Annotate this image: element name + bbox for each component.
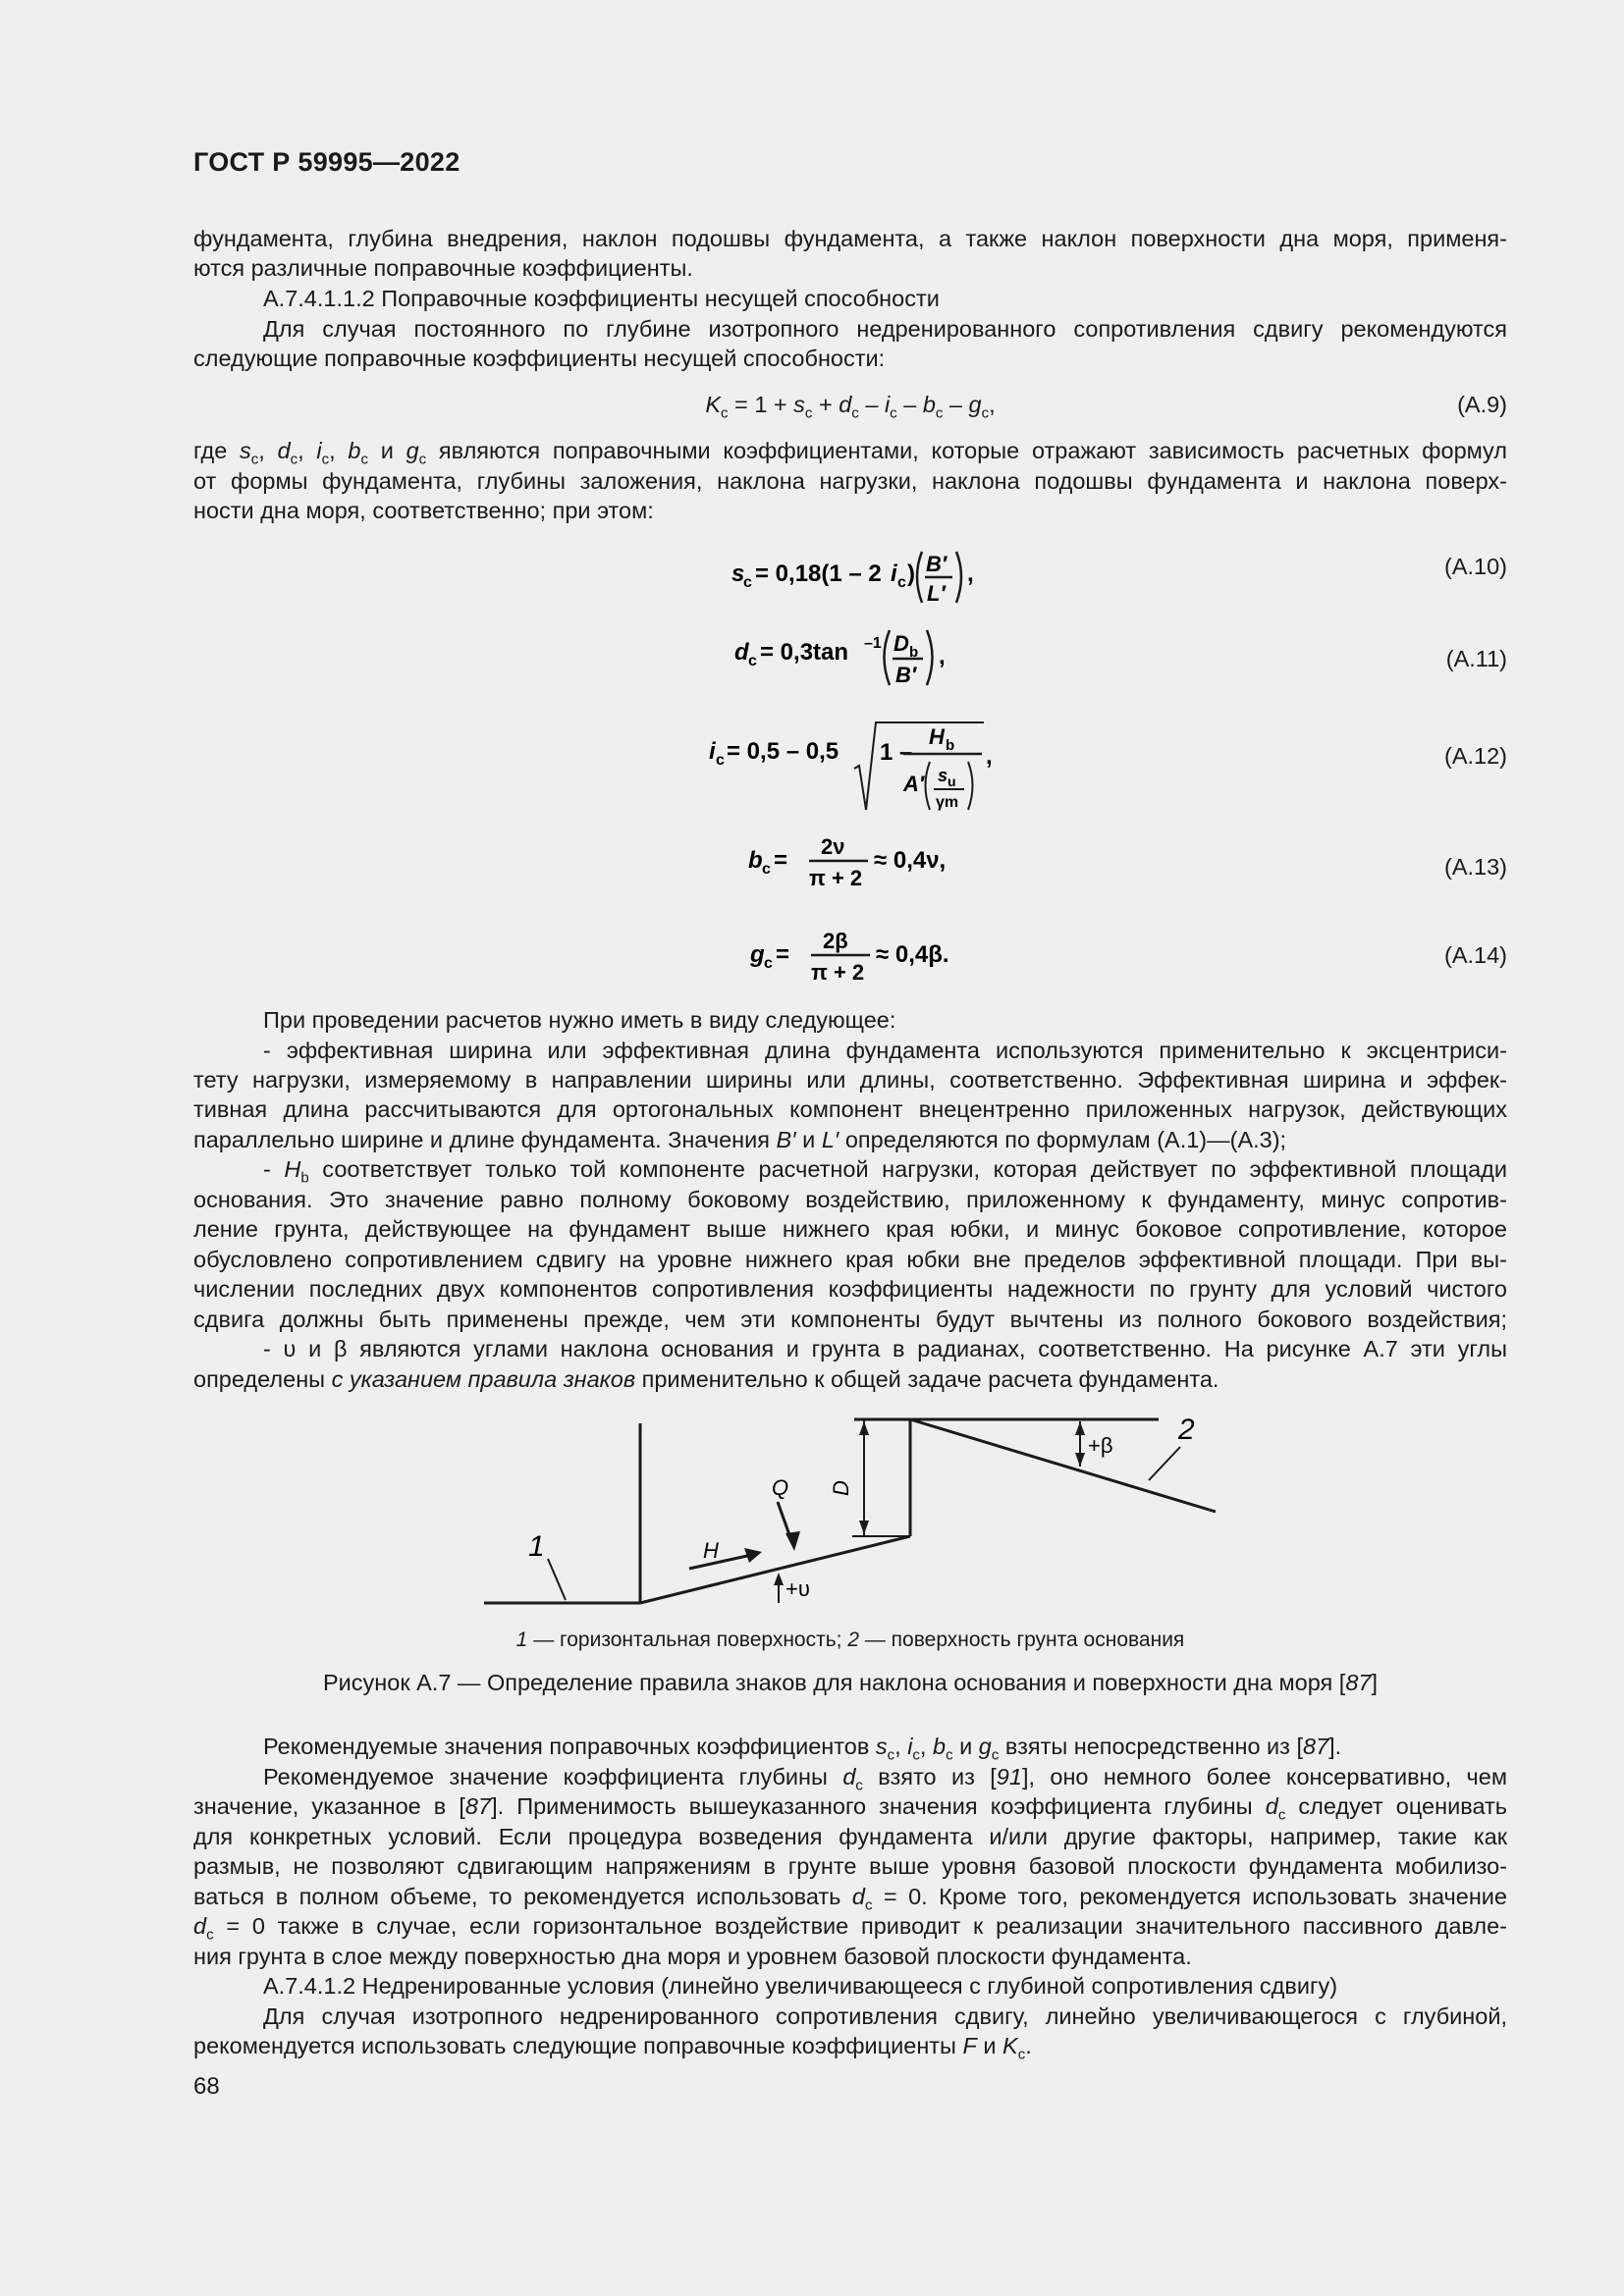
text-line: где $s_c$, $d_c$, $i_c$, $b_c$ и $g_c$ являются поправочными коэффициентами, которые отражают зависимость расчетных формул xyxy=(193,438,1508,468)
equation-number: (А.9) xyxy=(1457,392,1507,417)
svg-text:,: , xyxy=(939,643,946,669)
text-line: - υ и β являются углами наклона основания и грунта в радианах, соответственно. На рисунке А.7 эти углы xyxy=(263,1336,1507,1362)
label-plus-upsilon: +υ xyxy=(785,1576,810,1601)
text-line: Для случая постоянного по глубине изотропного недренированного сопротивления сдвигу рекомендуются xyxy=(263,316,1507,342)
text-line: При проведении расчетов нужно иметь в виду следующее: xyxy=(263,1007,896,1033)
svg-text:b: b xyxy=(946,737,955,754)
svg-text:B′: B′ xyxy=(895,663,917,687)
svg-text:=: = xyxy=(776,941,790,968)
svg-text:s: s xyxy=(938,766,948,785)
svg-text:–1: –1 xyxy=(864,635,882,652)
equation-number: (А.10) xyxy=(1444,554,1507,579)
text-line: ния грунта в слое между поверхностью дна моря и уровнем базовой плоскости фундамента. xyxy=(193,1944,1192,1969)
svg-text:c: c xyxy=(897,574,906,591)
svg-text:D: D xyxy=(893,631,909,656)
label-d: D xyxy=(829,1480,853,1496)
equation-number: (А.12) xyxy=(1444,743,1507,769)
svg-text:i: i xyxy=(891,561,897,587)
svg-text:2ν: 2ν xyxy=(821,834,845,859)
text-line: ности дна моря, соответственно; при этом: xyxy=(193,498,654,523)
equation-a13 xyxy=(748,830,984,900)
svg-text:≈ 0,4ν,: ≈ 0,4ν, xyxy=(874,847,947,874)
svg-text:c: c xyxy=(748,653,757,669)
svg-text:d: d xyxy=(734,639,749,666)
label-2: 2 xyxy=(1178,1414,1195,1446)
equation-a11 xyxy=(734,620,970,698)
svg-text:= 0,18(1 – 2: = 0,18(1 – 2 xyxy=(755,561,882,587)
svg-text:c: c xyxy=(762,861,771,878)
text-line: сдвига должны быть применены прежде, чем эти компоненты будут вычтены из полного бокового воздействия; xyxy=(193,1307,1507,1332)
text-line: ление грунта, действующее на фундамент выше нижнего края юбки, и минус боковое сопротивление, которое xyxy=(193,1216,1507,1242)
text-line: Рекомендуемые значения поправочных коэффициентов $s_c$, $i_c$, $b_c$ и $g_c$ взяты непосредственно из [87]. xyxy=(263,1734,1342,1764)
svg-text:γm: γm xyxy=(936,794,959,811)
svg-text:B′: B′ xyxy=(926,552,947,576)
text-line: Для случая изотропного недренированного сопротивления сдвигу, линейно увеличивающегося с глубиной, xyxy=(263,2003,1507,2029)
equation-number: (А.14) xyxy=(1444,942,1507,968)
text-line: - эффективная ширина или эффективная длина фундамента используются применительно к эксцентриси- xyxy=(263,1038,1507,1063)
svg-text:= 0,3tan: = 0,3tan xyxy=(760,639,849,666)
svg-text:≈ 0,4β.: ≈ 0,4β. xyxy=(876,941,949,968)
text-line: следующие поправочные коэффициенты несущей способности: xyxy=(193,346,886,371)
text-line: значение, указанное в [87]. Применимость вышеуказанного значения коэффициента глубины $d_c$ следует оценивать xyxy=(193,1793,1508,1824)
svg-text:,: , xyxy=(967,561,974,587)
text-line: параллельно ширине и длине фундамента. Значения B′ и L′ определяются по формулам (А.1)—(А.3); xyxy=(193,1127,1287,1152)
text-line: ваться в полном объеме, то рекомендуется использовать $d_c = 0$. Кроме того, рекомендуется использовать значение xyxy=(193,1884,1507,1914)
svg-text:1 –: 1 – xyxy=(880,739,913,766)
figure-legend: 1 — горизонтальная поверхность; 2 — поверхность грунта основания xyxy=(515,1629,1185,1651)
svg-text:b: b xyxy=(909,644,919,661)
svg-text:π + 2: π + 2 xyxy=(809,866,863,890)
page-number: 68 xyxy=(193,2073,220,2100)
text-line: ются различные поправочные коэффициенты. xyxy=(193,255,693,281)
equation-number: (А.13) xyxy=(1444,854,1507,880)
svg-text:s: s xyxy=(731,561,745,587)
foundation-base-inclined xyxy=(640,1536,910,1603)
equation-number: (А.11) xyxy=(1445,646,1507,671)
svg-text:= 0,5 – 0,5: = 0,5 – 0,5 xyxy=(727,738,839,765)
document-header: ГОСТ Р 59995—2022 xyxy=(193,147,460,177)
svg-text:c: c xyxy=(743,574,752,591)
svg-text:c: c xyxy=(764,955,773,972)
label-plus-beta: +β xyxy=(1088,1433,1113,1458)
svg-text:2β: 2β xyxy=(823,929,848,953)
label-1: 1 xyxy=(528,1530,545,1563)
text-line: тету нагрузки, измеряемому в направлении ширины или длины, соответственно. Эффективная ширина и эффек- xyxy=(193,1067,1507,1093)
text-line: рекомендуется использовать следующие поправочные коэффициенты F и $K_c$. xyxy=(193,2033,1032,2063)
equation-a9: $K_c = 1 + s_c + d_c - i_c - b_c - g_c$, xyxy=(705,392,996,422)
svg-text:,: , xyxy=(986,743,993,770)
text-line: фундамента, глубина внедрения, наклон подошвы фундамента, а также наклон поверхности дна моря, применя- xyxy=(193,226,1507,251)
text-line: тивная длина рассчитываются для ортогональных компонент внецентренно приложенных нагрузок, действующих xyxy=(193,1096,1507,1122)
svg-text:π + 2: π + 2 xyxy=(811,960,865,985)
text-line: определены с указанием правила знаков применительно к общей задаче расчета фундамента. xyxy=(193,1366,1219,1392)
equation-a14 xyxy=(750,925,986,994)
label-h: H xyxy=(703,1538,719,1563)
figure-caption: Рисунок А.7 — Определение правила знаков для наклона основания и поверхности дна моря [87] xyxy=(322,1670,1379,1695)
text-line: от формы фундамента, глубины заложения, наклона нагрузки, наклона подошвы фундамента и наклона поверх- xyxy=(193,468,1507,494)
text-line: $d_c = 0$ также в случае, если горизонтальное воздействие приводит к реализации значительного пассивного давле- xyxy=(193,1913,1507,1944)
equation-a12 xyxy=(709,715,1003,822)
svg-text:H: H xyxy=(929,724,945,749)
text-line: основания. Это значение равно полному боковому воздействию, приложенному к фундаменту, минус сопротив- xyxy=(193,1187,1507,1212)
equation-a10 xyxy=(731,542,987,617)
svg-text:u: u xyxy=(947,774,956,789)
text-line: для конкретных условий. Если процедура возведения фундамента и/или другие факторы, например, такие как xyxy=(193,1824,1507,1849)
text-line: - $H_b$ соответствует только той компоненте расчетной нагрузки, которая действует по эффективной площади xyxy=(263,1156,1507,1187)
label-q: Q xyxy=(772,1475,789,1500)
svg-text:i: i xyxy=(709,738,716,765)
svg-text:b: b xyxy=(748,847,763,874)
section-heading: А.7.4.1.2 Недренированные условия (линейно увеличивающееся с глубиной сопротивления сдвигу) xyxy=(263,1973,1338,1999)
section-heading: А.7.4.1.1.2 Поправочные коэффициенты несущей способности xyxy=(263,286,940,311)
svg-text:): ) xyxy=(907,561,915,587)
text-line: Рекомендуемое значение коэффициента глубины $d_c$ взято из [91], оно немного более консервативно, чем xyxy=(263,1764,1507,1794)
svg-text:=: = xyxy=(774,847,788,874)
svg-text:A′: A′ xyxy=(903,772,925,796)
svg-text:L′: L′ xyxy=(927,581,946,606)
figure-a7 xyxy=(471,1404,1237,1620)
text-line: числении последних двух компонентов сопротивления коэффициенты надежности по грунту для условий чистого xyxy=(193,1276,1507,1302)
text-line: обусловлено сопротивлением сдвигу на уровне нижнего края юбки вне пределов эффективной площади. При вы- xyxy=(193,1247,1507,1272)
svg-text:c: c xyxy=(716,752,725,769)
text-line: размыв, не позволяют сдвигающим напряжениям в грунте выше уровня базовой плоскости фундамента мобилизо- xyxy=(193,1853,1507,1879)
svg-text:g: g xyxy=(750,941,765,968)
seabed-inclined xyxy=(910,1419,1216,1512)
